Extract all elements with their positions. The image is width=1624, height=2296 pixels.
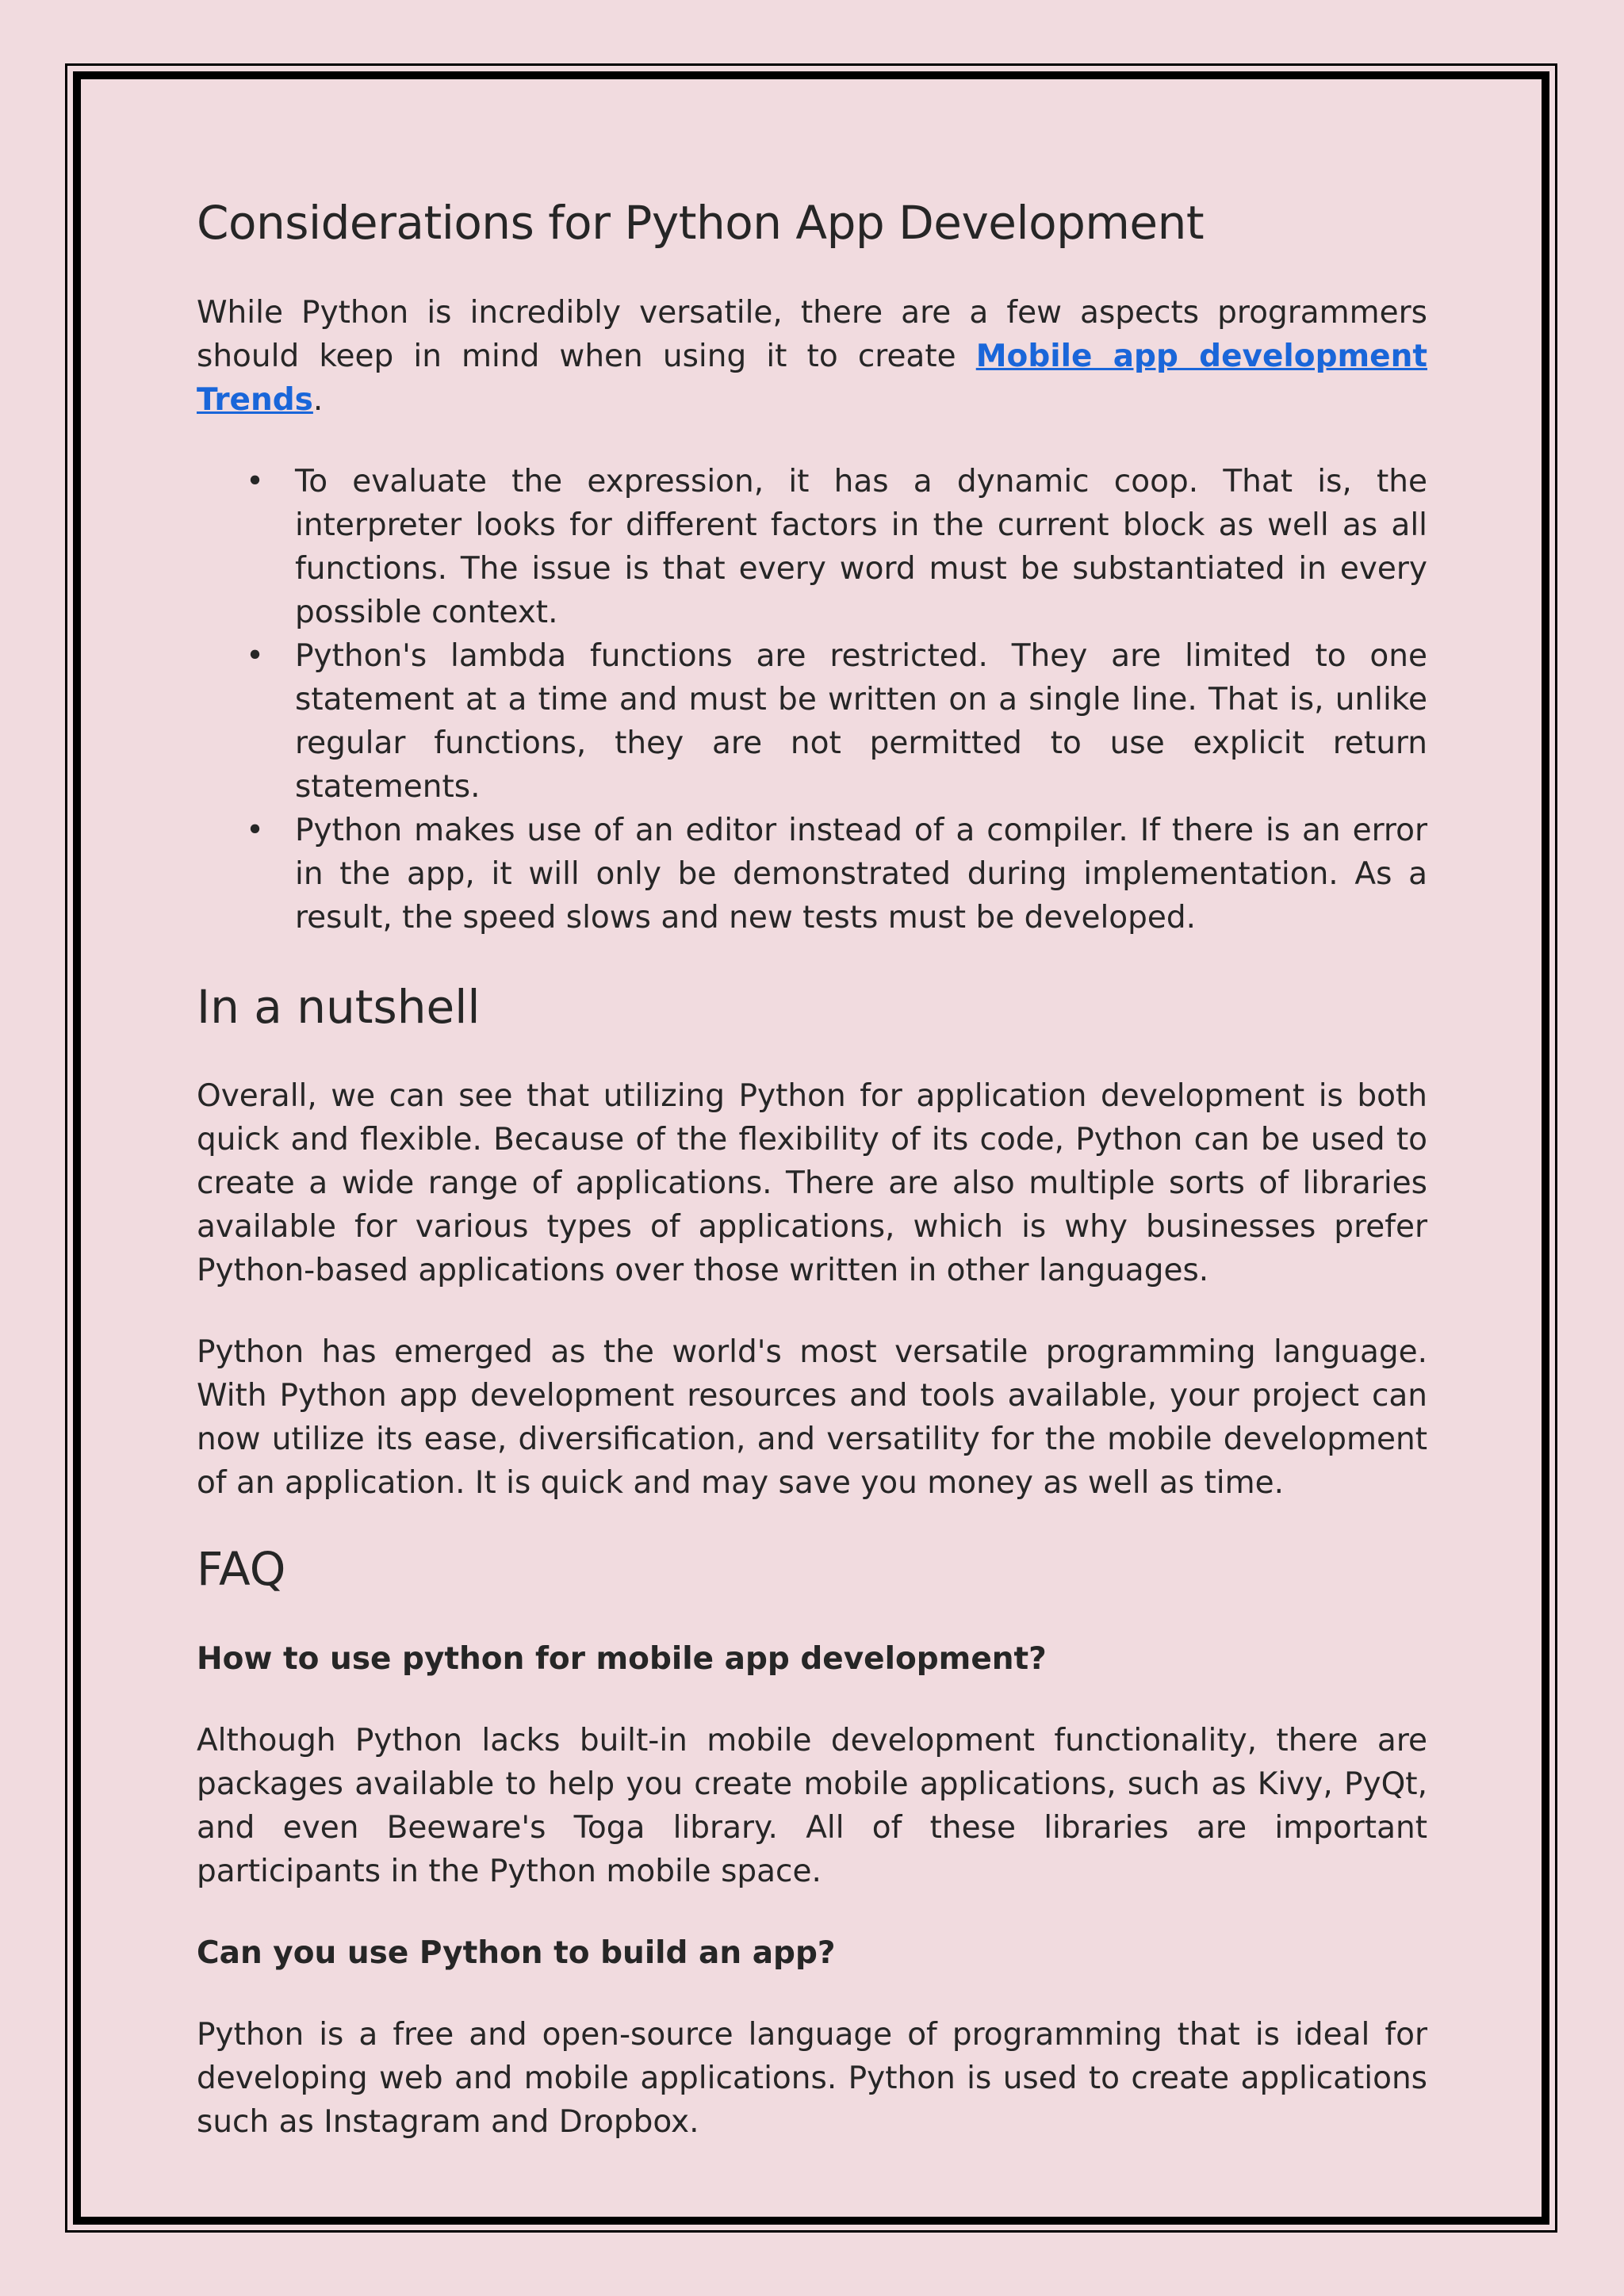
list-item-text: Python makes use of an editor instead of a compiler. If there is an error in the app, it will only be demonstrated during implementation. As a result, the speed slows and new tests must be developed.: [295, 812, 1427, 936]
list-item: [246, 809, 1427, 939]
nutshell-paragraph: Python has emerged as the world's most versatile programming language. With Python app development resources and tools available, your project can now utilize its ease, diversification, and versatility for the mobile development of an application. It is quick and may save you money as well as time.: [197, 1334, 1427, 1502]
page-title: Considerations for Python App Development: [197, 196, 1205, 250]
faq-heading: FAQ: [197, 1542, 286, 1597]
faq-question: How to use python for mobile app development?: [197, 1641, 1047, 1678]
intro-paragraph: [197, 291, 1427, 422]
list-item-text: Python's lambda functions are restricted. They are limited to one statement at a time and must be written on a single line. That is, unlike regular functions, they are not permitted to use explicit return statements.: [295, 637, 1427, 805]
bullet-icon: •: [246, 637, 265, 674]
list-item: [246, 460, 1427, 634]
list-item: [246, 634, 1427, 809]
bullet-icon: •: [246, 463, 265, 499]
list-item-text: To evaluate the expression, it has a dynamic coop. That is, the interpreter looks for different factors in the current block as well as all functions. The issue is that every word must be substantiated in every possible context.: [295, 463, 1427, 630]
intro-text: While Python is incredibly versatile, there are a few aspects programmers should keep in mind when using it to create: [197, 294, 1427, 374]
considerations-list: [197, 460, 1427, 939]
faq-answer: Although Python lacks built-in mobile development functionality, there are packages available to help you create mobile applications, such as Kivy, PyQt, and even Beeware's Toga library. All of these libraries are important participants in the Python mobile space.: [197, 1723, 1427, 1890]
faq-question: Can you use Python to build an app?: [197, 1935, 836, 1972]
mobile-trends-link[interactable]: Mobile app development Trends: [197, 338, 1427, 418]
nutshell-paragraph: Overall, we can see that utilizing Python for application development is both quick and flexible. Because of the flexibility of its code, Python can be used to create a wide range of applications. There are also multiple sorts of libraries available for various types of applications, which is why businesses prefer Python-based applications over those written in other languages.: [197, 1078, 1427, 1289]
nutshell-heading: In a nutshell: [197, 979, 481, 1034]
document-content: [197, 197, 1427, 2182]
faq-answer: Python is a free and open-source language of programming that is ideal for developing web and mobile applications. Python is used to create applications such as Instagram and Dropbox.: [197, 2017, 1427, 2141]
intro-text-end: .: [312, 381, 324, 418]
bullet-icon: •: [246, 812, 265, 848]
